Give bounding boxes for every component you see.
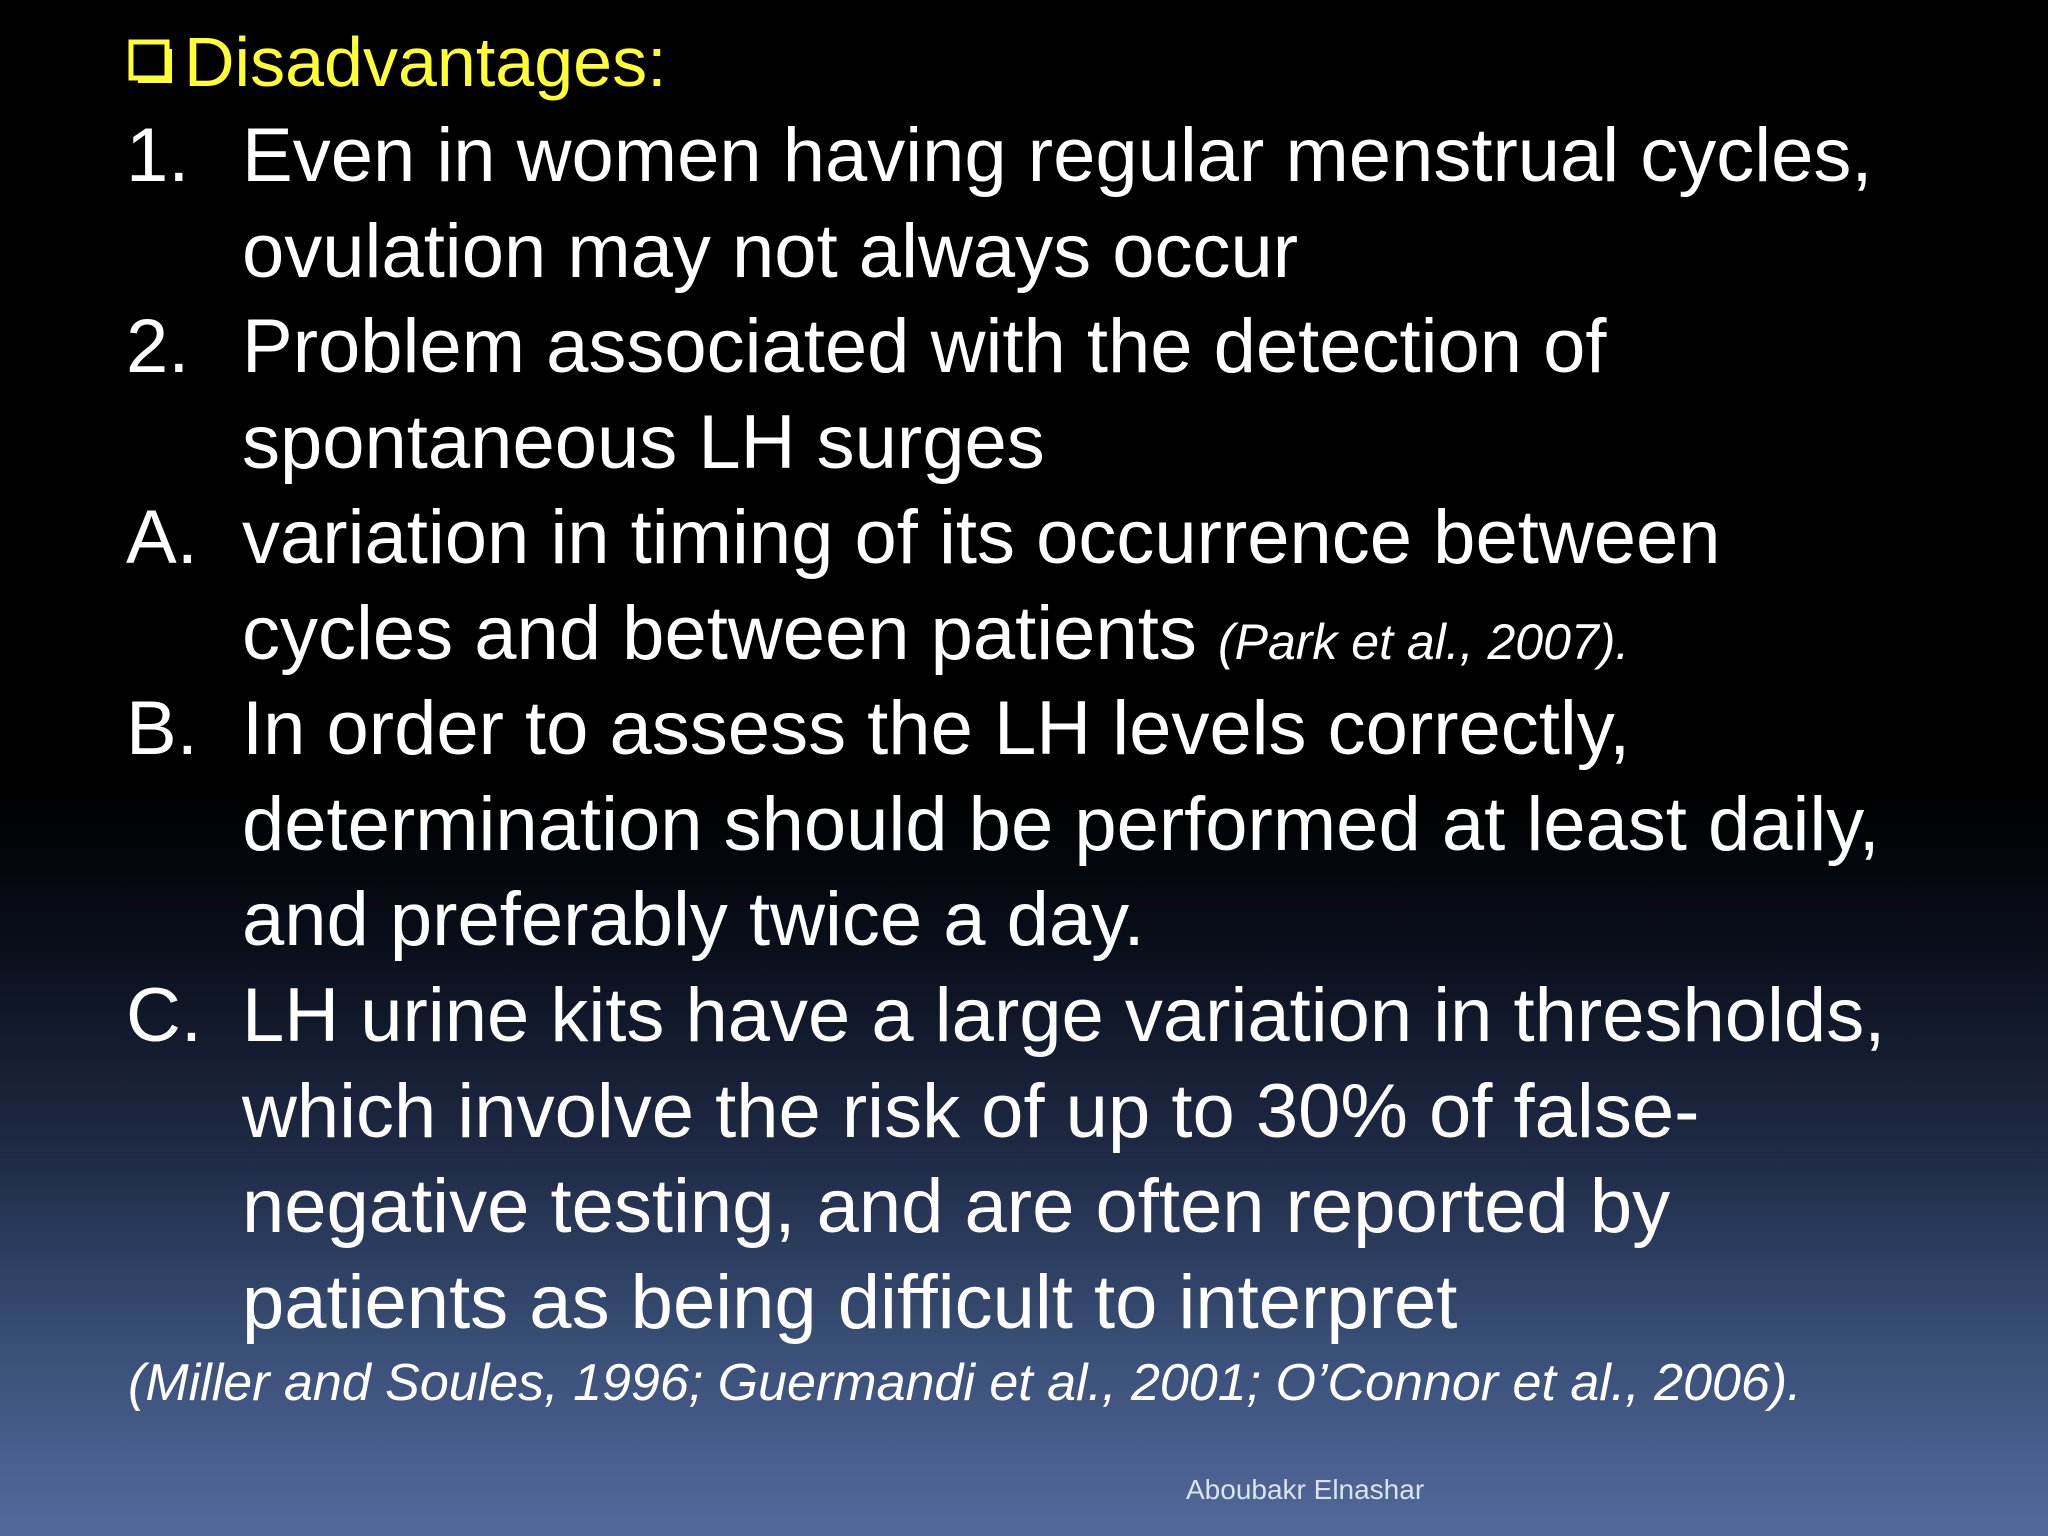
list-marker: A. xyxy=(126,495,198,580)
text-line: and preferably twice a day. xyxy=(242,877,1145,962)
text-line: determination should be performed at least daily, xyxy=(242,781,1880,867)
checkbox-icon xyxy=(128,39,174,85)
list-item-text xyxy=(242,968,2032,1350)
list-marker: C. xyxy=(126,973,202,1058)
text-line: patients as being difficult to interpret xyxy=(242,1259,1458,1345)
list-marker: 2. xyxy=(126,304,190,389)
text-line: LH urine kits have a large variation in thresholds, xyxy=(242,973,1886,1058)
list-item-text xyxy=(242,490,2032,690)
list-item-text xyxy=(242,299,2032,490)
references: (Miller and Soules, 1996; Guermandi et al., 2001; O’Connor et al., 2006). xyxy=(128,1354,1802,1412)
slide-heading xyxy=(128,22,667,102)
text-line: negative testing, and are often reported by xyxy=(242,1164,1671,1249)
text-line: Even in women having regular menstrual cycles, xyxy=(242,113,1873,198)
text-line: spontaneous LH surges xyxy=(242,399,1045,485)
text-line: In order to assess the LH levels correctly, xyxy=(242,686,1631,771)
text-line xyxy=(242,586,2032,691)
list-item-text xyxy=(242,681,2032,968)
text-line: ovulation may not always occur xyxy=(242,208,1299,294)
list-marker: 1. xyxy=(126,113,190,198)
text-line-body: cycles and between patients xyxy=(242,590,1218,676)
heading-text: Disadvantages: xyxy=(184,23,667,101)
author-footer: Aboubakr Elnashar xyxy=(1186,1474,1425,1505)
text-line: variation in timing of its occurrence between xyxy=(242,495,1721,580)
citation: (Park et al., 2007). xyxy=(1217,613,1630,670)
text-line: Problem associated with the detection of xyxy=(242,304,1607,389)
list-marker: B. xyxy=(126,686,198,771)
text-line: which involve the risk of up to 30% of false- xyxy=(242,1068,1700,1154)
list-item-text xyxy=(242,108,2032,299)
